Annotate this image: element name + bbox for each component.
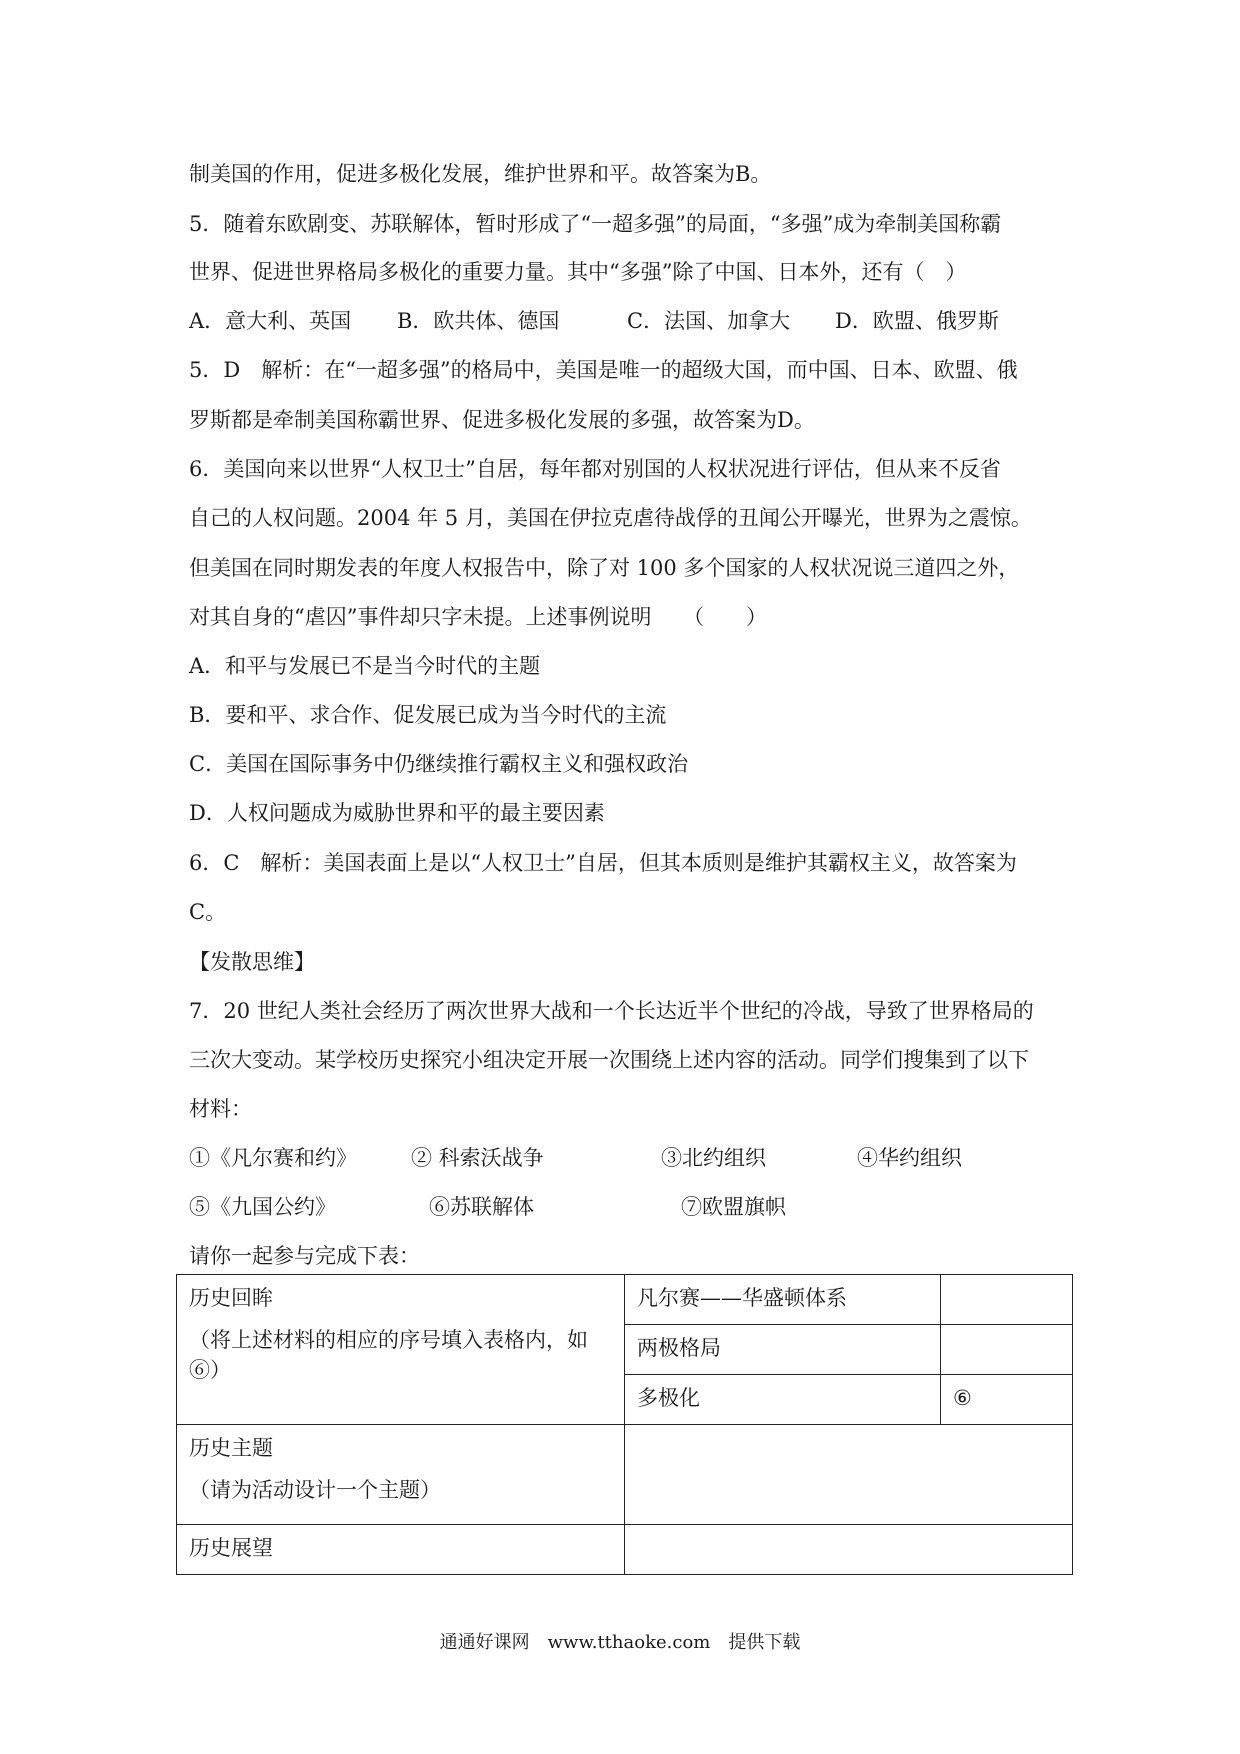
material-item: ⑦欧盟旗帜 bbox=[681, 1195, 786, 1219]
row-label: 多极化 bbox=[625, 1375, 941, 1425]
row-answer-cell[interactable] bbox=[941, 1325, 1073, 1375]
material-item: ⑥苏联解体 bbox=[429, 1195, 534, 1219]
material-item: ①《凡尔赛和约》 bbox=[189, 1146, 357, 1170]
outlook-answer-cell[interactable] bbox=[625, 1525, 1073, 1575]
material-item: ③北约组织 bbox=[661, 1146, 766, 1170]
question-7-stem: 7．20 世纪人类社会经历了两次世界大战和一个长达近半个世纪的冷战，导致了世界格局的 bbox=[189, 999, 1034, 1023]
question-5-stem: 5．随着东欧剧变、苏联解体，暂时形成了“一超多强”的局面，“多强”成为牵制美国称霸 bbox=[189, 212, 1002, 236]
question-5-stem-cont: 世界、促进世界格局多极化的重要力量。其中“多强”除了中国、日本外，还有（ ） bbox=[189, 260, 967, 284]
history-review-cell bbox=[177, 1275, 625, 1425]
option-c: C．法国、加拿大 bbox=[627, 309, 791, 333]
answer-5: 5．D 解析：在“一超多强”的格局中，美国是唯一的超级大国，而中国、日本、欧盟、俄 bbox=[189, 358, 1018, 382]
answer-6: 6．C 解析：美国表面上是以“人权卫士”自居，但其本质则是维护其霸权主义，故答案为 bbox=[189, 851, 1017, 875]
question-7-stem-cont: 材料： bbox=[189, 1097, 252, 1121]
history-review-note: （将上述材料的相应的序号填入表格内，如⑥） bbox=[189, 1328, 588, 1382]
answer-table bbox=[176, 1274, 1073, 1575]
history-theme-title: 历史主题 bbox=[189, 1436, 273, 1460]
answer-5-cont: 罗斯都是牵制美国称霸世界、促进多极化发展的多强，故答案为D。 bbox=[189, 408, 815, 432]
question-6-stem-cont: 自己的人权问题。2004 年 5 月，美国在伊拉克虐待战俘的丑闻公开曝光，世界为之震惊。 bbox=[189, 506, 1032, 530]
row-answer-cell: ⑥ bbox=[941, 1375, 1073, 1425]
section-heading: 【发散思维】 bbox=[189, 950, 315, 974]
history-outlook-title: 历史展望 bbox=[177, 1525, 625, 1575]
material-item: ⑤《九国公约》 bbox=[189, 1195, 336, 1219]
question-6-stem-cont: 对其自身的“虐囚”事件却只字未提。上述事例说明 （ ） bbox=[189, 605, 767, 629]
history-review-title: 历史回眸 bbox=[189, 1286, 273, 1310]
option-a: A．意大利、英国 bbox=[189, 309, 352, 333]
history-theme-note: （请为活动设计一个主题） bbox=[189, 1478, 441, 1502]
table-instruction: 请你一起参与完成下表： bbox=[189, 1244, 420, 1268]
answer-6-cont: C。 bbox=[189, 900, 227, 924]
material-item: ④华约组织 bbox=[857, 1146, 962, 1170]
theme-answer-cell[interactable] bbox=[625, 1425, 1073, 1525]
question-6-stem-cont: 但美国在同时期发表的年度人权报告中，除了对 100 多个国家的人权状况说三道四之外， bbox=[189, 556, 1020, 580]
question-6-stem: 6．美国向来以世界“人权卫士”自居，每年都对别国的人权状况进行评估，但从来不反省 bbox=[189, 457, 1001, 481]
history-theme-cell bbox=[177, 1425, 625, 1525]
option-a: A．和平与发展已不是当今时代的主题 bbox=[189, 654, 541, 678]
option-c: C．美国在国际事务中仍继续推行霸权主义和强权政治 bbox=[189, 752, 689, 776]
option-d: D．欧盟、俄罗斯 bbox=[835, 309, 999, 333]
option-b: B．欧共体、德国 bbox=[397, 309, 560, 333]
material-item: ② 科索沃战争 bbox=[411, 1146, 544, 1170]
option-d: D．人权问题成为威胁世界和平的最主要因素 bbox=[189, 801, 605, 825]
option-b: B．要和平、求合作、促发展已成为当今时代的主流 bbox=[189, 703, 667, 727]
row-label: 两极格局 bbox=[625, 1325, 941, 1375]
footer-source: 通通好课网 www.tthaoke.com 提供下载 bbox=[439, 1632, 801, 1653]
row-answer-cell[interactable] bbox=[941, 1275, 1073, 1325]
text-line: 制美国的作用，促进多极化发展，维护世界和平。故答案为B。 bbox=[189, 162, 772, 186]
question-7-stem-cont: 三次大变动。某学校历史探究小组决定开展一次围绕上述内容的活动。同学们搜集到了以下 bbox=[189, 1048, 1029, 1072]
row-label: 凡尔赛——华盛顿体系 bbox=[625, 1275, 941, 1325]
